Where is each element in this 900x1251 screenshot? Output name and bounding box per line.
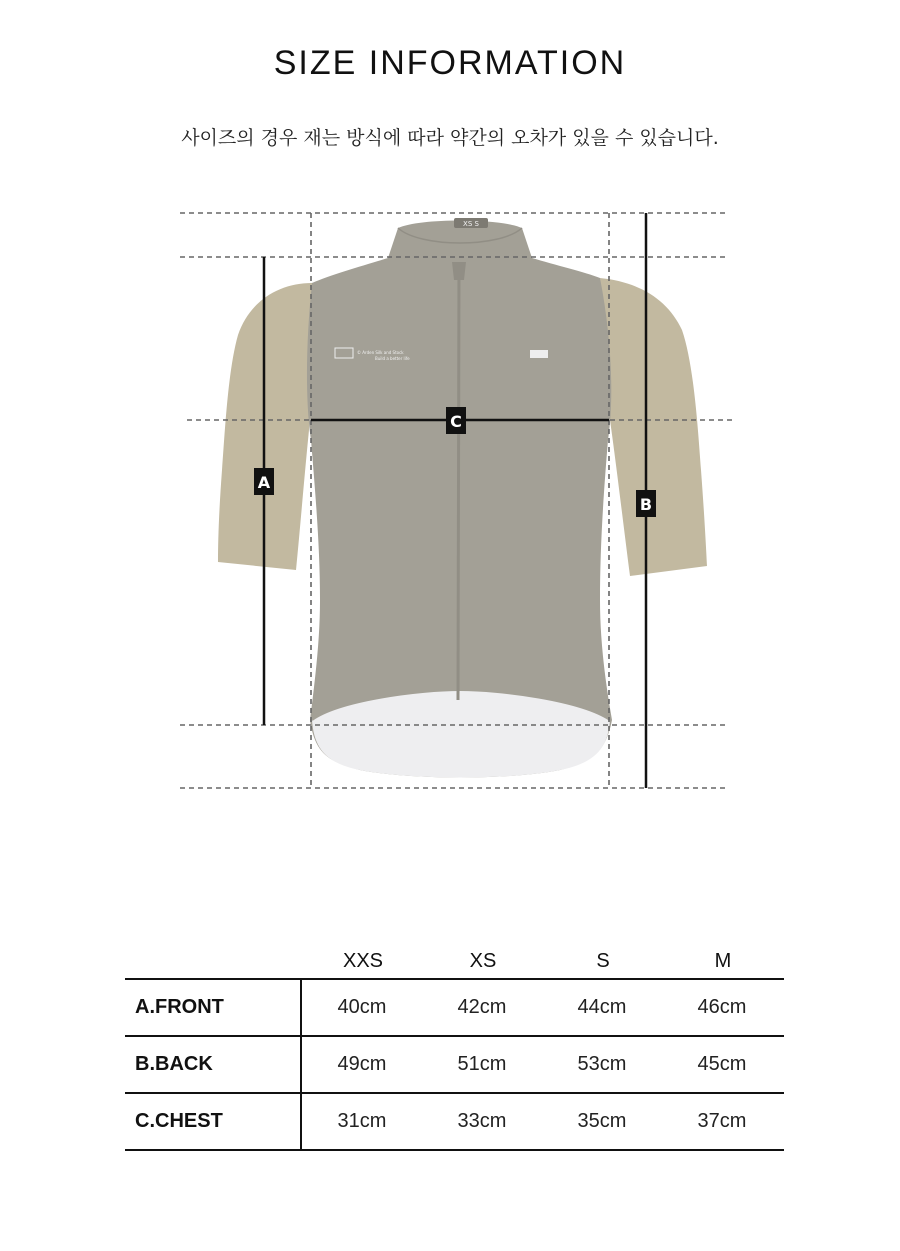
size-header-m: M bbox=[714, 950, 732, 972]
table-cell: 44cm bbox=[577, 996, 627, 1018]
table-cell: 46cm bbox=[697, 996, 747, 1018]
svg-text:C: C bbox=[450, 412, 462, 431]
table-row bbox=[125, 1037, 784, 1094]
size-header-xxs: XXS bbox=[342, 950, 384, 972]
table-cell: 51cm bbox=[457, 1053, 507, 1075]
page-subtitle: 사이즈의 경우 재는 방식에 따라 약간의 오차가 있을 수 있습니다. bbox=[181, 127, 719, 149]
table-cell: 31cm bbox=[337, 1110, 387, 1132]
table-cell: 33cm bbox=[457, 1110, 507, 1132]
table-cell: 37cm bbox=[697, 1110, 747, 1132]
table-row bbox=[125, 980, 784, 1037]
size-table bbox=[125, 944, 784, 1151]
size-header-xs: XS bbox=[469, 950, 497, 972]
page-title: SIZE INFORMATION bbox=[273, 44, 627, 82]
svg-text:B: B bbox=[639, 495, 653, 514]
size-header-s: S bbox=[596, 950, 610, 972]
marker-b bbox=[636, 490, 656, 517]
zipper bbox=[458, 262, 459, 700]
right-sleeve bbox=[600, 278, 707, 576]
svg-text:© Arden Silk and Stock: © Arden Silk and Stock bbox=[357, 350, 404, 355]
row-label-back: B.BACK bbox=[125, 1037, 302, 1092]
marker-a bbox=[254, 468, 274, 495]
neck-size-tag bbox=[454, 218, 488, 228]
table-cell: 35cm bbox=[577, 1110, 627, 1132]
row-label-chest: C.CHEST bbox=[125, 1094, 302, 1149]
marker-c bbox=[446, 407, 466, 434]
svg-text:A: A bbox=[257, 473, 271, 492]
table-cell: 53cm bbox=[577, 1053, 627, 1075]
svg-text:XS S: XS S bbox=[463, 220, 479, 228]
row-label-front: A.FRONT bbox=[125, 980, 302, 1035]
table-cell: 49cm bbox=[337, 1053, 387, 1075]
chest-logo-right bbox=[530, 350, 548, 358]
table-row bbox=[125, 1094, 784, 1151]
table-cell: 45cm bbox=[697, 1053, 747, 1075]
svg-text:Build a better life: Build a better life bbox=[375, 356, 410, 361]
table-cell: 40cm bbox=[337, 996, 387, 1018]
table-cell: 42cm bbox=[457, 996, 507, 1018]
size-header-row bbox=[125, 944, 784, 980]
